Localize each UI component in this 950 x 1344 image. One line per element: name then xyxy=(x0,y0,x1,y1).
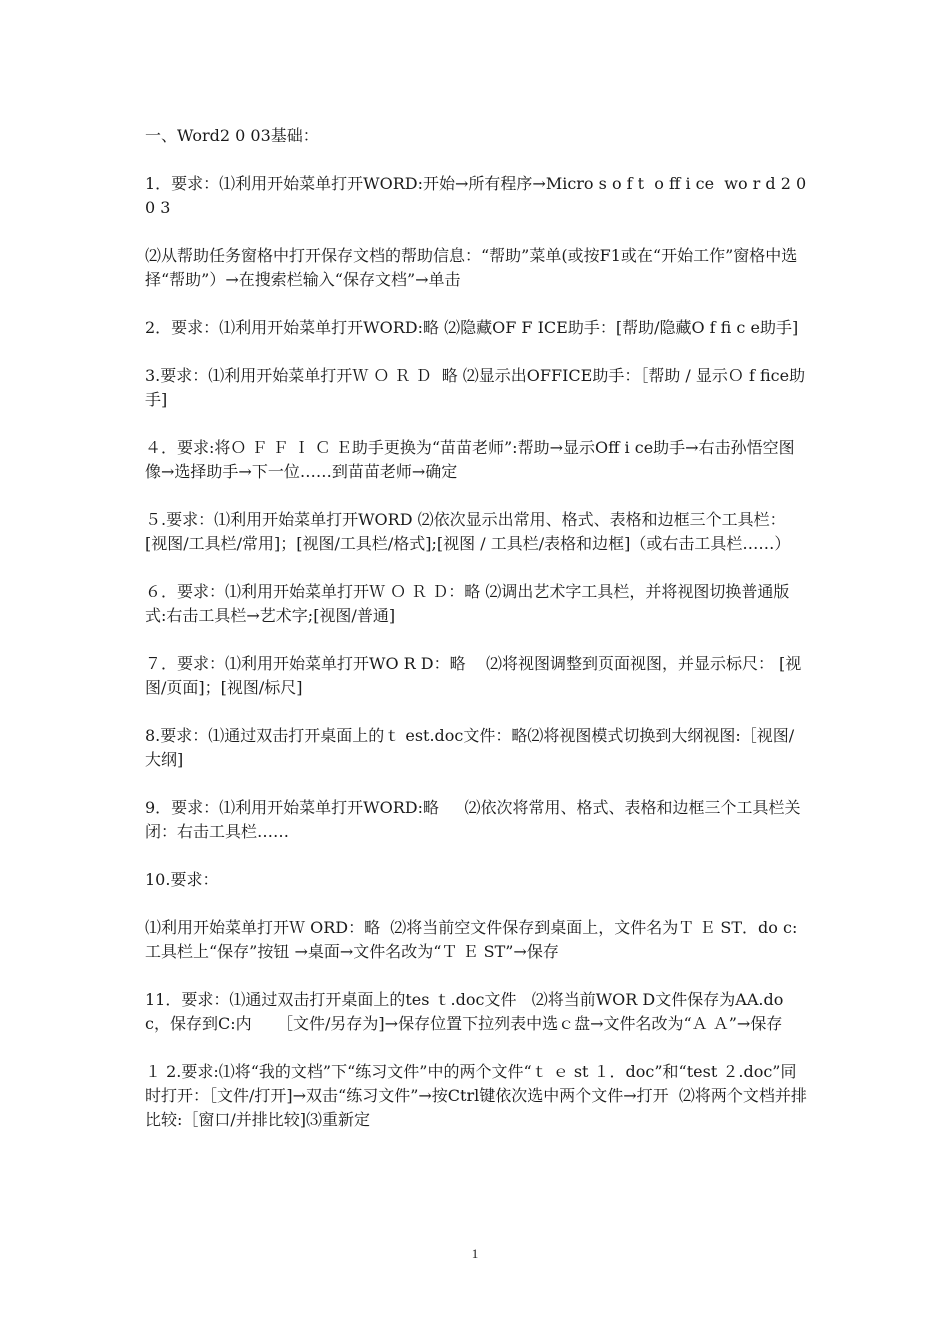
paragraph-8: ７．要求：⑴利用开始菜单打开WO R D：略 ⑵将视图调整到页面视图，并显示标尺： [视图/页面]；[视图/标尺] xyxy=(145,654,802,697)
paragraph-4: 3.要求：⑴利用开始菜单打开Ｗ Ｏ Ｒ Ｄ 略 ⑵显示出OFFICE助手：［帮助 / 显示Ｏ f fice助手] xyxy=(145,366,806,409)
paragraph-11: 10.要求： xyxy=(145,870,219,889)
paragraph-3: 2．要求：⑴利用开始菜单打开WORD:略 ⑵隐藏OF F ICE助手：[帮助/隐藏O f fi c e助手] xyxy=(145,318,799,337)
document-body xyxy=(145,124,812,1156)
paragraph-12: ⑴利用开始菜单打开Ｗ ORD：略 ⑵将当前空文件保存到桌面上，文件名为Ｔ Ｅ ST．do c:工具栏上“保存”按钮 →桌面→文件名改为“Ｔ Ｅ ST”→保存 xyxy=(145,918,798,961)
paragraph-1: 1．要求：⑴利用开始菜单打开WORD:开始→所有程序→Micro s o f t o ff i ce wo r d 2 0 0 3 xyxy=(145,174,812,217)
paragraph-14: １ 2.要求:⑴将“我的文档”下“练习文件”中的两个文件“ｔ ｅ st １．doc”和“test ２.doc”同时打开：［文件/打开]→双击“练习文件”→按Ctrl键依次选中两个文件→打开 ⑵将两个文档并排比较:［窗口/并排比较]⑶重新定 xyxy=(145,1062,807,1129)
paragraph-6: ５.要求：⑴利用开始菜单打开WORD ⑵依次显示出常用、格式、表格和边框三个工具栏： [视图/工具栏/常用]；[视图/工具栏/格式];[视图 / 工具栏/表格和边框]（或右击工具栏……） xyxy=(145,510,791,553)
paragraph-13: 11．要求：⑴通过双击打开桌面上的tes ｔ.doc文件 ⑵将当前WOR D文件保存为AA.doc，保存到C:内 ［文件/另存为]→保存位置下拉列表中选ｃ盘→文件名改为“Ａ Ａ”→保存 xyxy=(145,990,784,1033)
section-heading: 一、Word2 0 03基础： xyxy=(145,126,319,145)
page-number: 1 xyxy=(471,1246,479,1261)
paragraph-10: 9．要求：⑴利用开始菜单打开WORD:略 ⑵依次将常用、格式、表格和边框三个工具栏关闭：右击工具栏…… xyxy=(145,798,801,841)
paragraph-9: 8.要求：⑴通过双击打开桌面上的ｔ est.doc文件：略⑵将视图模式切换到大纲视图:［视图/大纲] xyxy=(145,726,795,769)
paragraph-2: ⑵从帮助任务窗格中打开保存文档的帮助信息：“帮助”菜单(或按F1或在“开始工作”窗格中选择“帮助”）→在搜索栏输入“保存文档”→单击 xyxy=(145,246,798,289)
paragraph-5: ４．要求:将Ｏ Ｆ Ｆ Ｉ Ｃ Ｅ助手更换为“苗苗老师”:帮助→显示Off i ce助手→右击孙悟空图像→选择助手→下一位……到苗苗老师→确定 xyxy=(145,438,795,481)
paragraph-7: ６．要求：⑴利用开始菜单打开Ｗ Ｏ Ｒ Ｄ：略 ⑵调出艺术字工具栏，并将视图切换普通版式:右击工具栏→艺术字;[视图/普通] xyxy=(145,582,790,625)
